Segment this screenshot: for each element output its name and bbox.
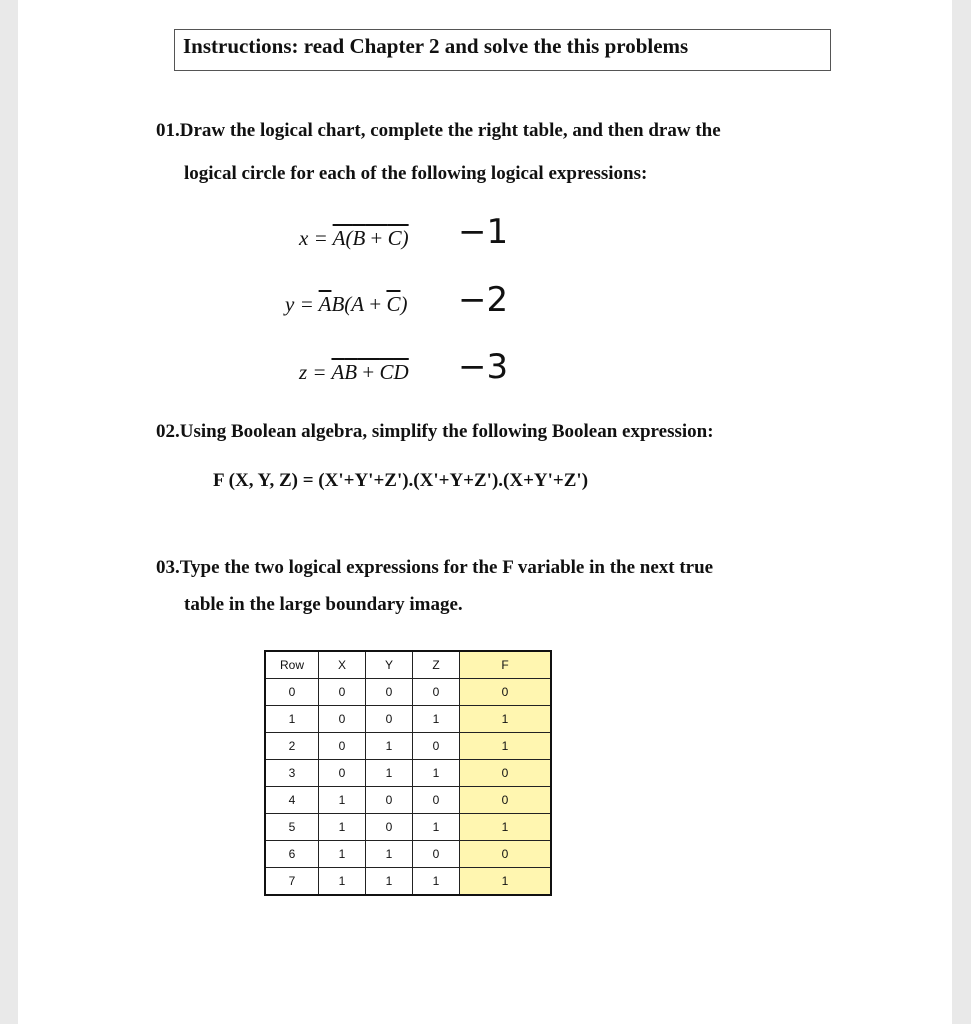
- equation-3-lhs: z =: [299, 360, 332, 384]
- cell-f: 1: [460, 868, 552, 896]
- cell-y: 1: [366, 868, 413, 896]
- cell-x: 1: [319, 868, 366, 896]
- cell-z: 1: [413, 868, 460, 896]
- header-x: X: [319, 651, 366, 679]
- cell-y: 0: [366, 706, 413, 733]
- cell-y: 1: [366, 841, 413, 868]
- cell-x: 0: [319, 760, 366, 787]
- truth-table-header: [265, 651, 551, 679]
- table-row: [265, 841, 551, 868]
- cell-x: 0: [319, 733, 366, 760]
- question-3-number: 03.: [156, 557, 180, 578]
- table-row: [265, 814, 551, 841]
- equation-2-lhs: y =: [285, 292, 319, 316]
- question-1-line2: logical circle for each of the following logical expressions:: [184, 163, 648, 184]
- cell-y: 0: [366, 679, 413, 706]
- cell-z: 0: [413, 733, 460, 760]
- equation-3-label: −3: [458, 347, 509, 387]
- question-1: [156, 120, 721, 142]
- question-1-number: 01.: [156, 120, 180, 141]
- question-3: [156, 557, 713, 579]
- cell-f: 0: [460, 787, 552, 814]
- cell-row: 2: [265, 733, 319, 760]
- cell-row: 4: [265, 787, 319, 814]
- header-y: Y: [366, 651, 413, 679]
- cell-z: 1: [413, 706, 460, 733]
- header-z: Z: [413, 651, 460, 679]
- equation-3: z = AB + CD: [299, 360, 409, 384]
- question-3-line1: Type the two logical expressions for the F variable in the next true: [179, 557, 714, 578]
- cell-x: 0: [319, 679, 366, 706]
- table-row: [265, 679, 551, 706]
- equation-2-label: −2: [458, 280, 509, 320]
- cell-x: 1: [319, 787, 366, 814]
- cell-z: 0: [413, 841, 460, 868]
- equation-1: x = A(B + C): [299, 226, 409, 250]
- cell-y: 0: [366, 787, 413, 814]
- cell-f: 0: [460, 841, 552, 868]
- question-2: [156, 421, 714, 443]
- cell-y: 0: [366, 814, 413, 841]
- question-2-line1: Using Boolean algebra, simplify the following Boolean expression:: [179, 421, 714, 442]
- question-3-line2: table in the large boundary image.: [184, 594, 463, 615]
- cell-row: 5: [265, 814, 319, 841]
- cell-z: 0: [413, 679, 460, 706]
- cell-x: 1: [319, 841, 366, 868]
- cell-f: 1: [460, 814, 552, 841]
- cell-x: 1: [319, 814, 366, 841]
- header-f: F: [460, 651, 552, 679]
- cell-row: 0: [265, 679, 319, 706]
- cell-f: 1: [460, 706, 552, 733]
- question-2-number: 02.: [156, 421, 180, 442]
- instructions-box: [174, 29, 831, 71]
- table-row: [265, 733, 551, 760]
- cell-row: 6: [265, 841, 319, 868]
- cell-row: 7: [265, 868, 319, 896]
- table-row: [265, 868, 551, 896]
- cell-z: 1: [413, 760, 460, 787]
- truth-table: [264, 650, 552, 896]
- cell-z: 0: [413, 787, 460, 814]
- equation-1-lhs: x =: [299, 226, 333, 250]
- cell-row: 3: [265, 760, 319, 787]
- equation-2: $y = \overline{A}B(A + \overline{C})$: [285, 292, 408, 316]
- document-page: [18, 0, 952, 1024]
- cell-row: 1: [265, 706, 319, 733]
- cell-f: 1: [460, 733, 552, 760]
- table-row: [265, 706, 551, 733]
- cell-f: 0: [460, 760, 552, 787]
- header-row: Row: [265, 651, 319, 679]
- table-row: [265, 787, 551, 814]
- cell-y: 1: [366, 733, 413, 760]
- cell-z: 1: [413, 814, 460, 841]
- instructions-text: Instructions: read Chapter 2 and solve the this problems: [183, 34, 689, 58]
- equation-1-label: −1: [458, 212, 509, 252]
- boolean-expression: F (X, Y, Z) = (X'+Y'+Z').(X'+Y+Z').(X+Y'+Z'): [213, 470, 589, 491]
- cell-x: 0: [319, 706, 366, 733]
- cell-f: 0: [460, 679, 552, 706]
- cell-y: 1: [366, 760, 413, 787]
- question-1-line1: Draw the logical chart, complete the right table, and then draw the: [179, 120, 721, 141]
- table-row: [265, 760, 551, 787]
